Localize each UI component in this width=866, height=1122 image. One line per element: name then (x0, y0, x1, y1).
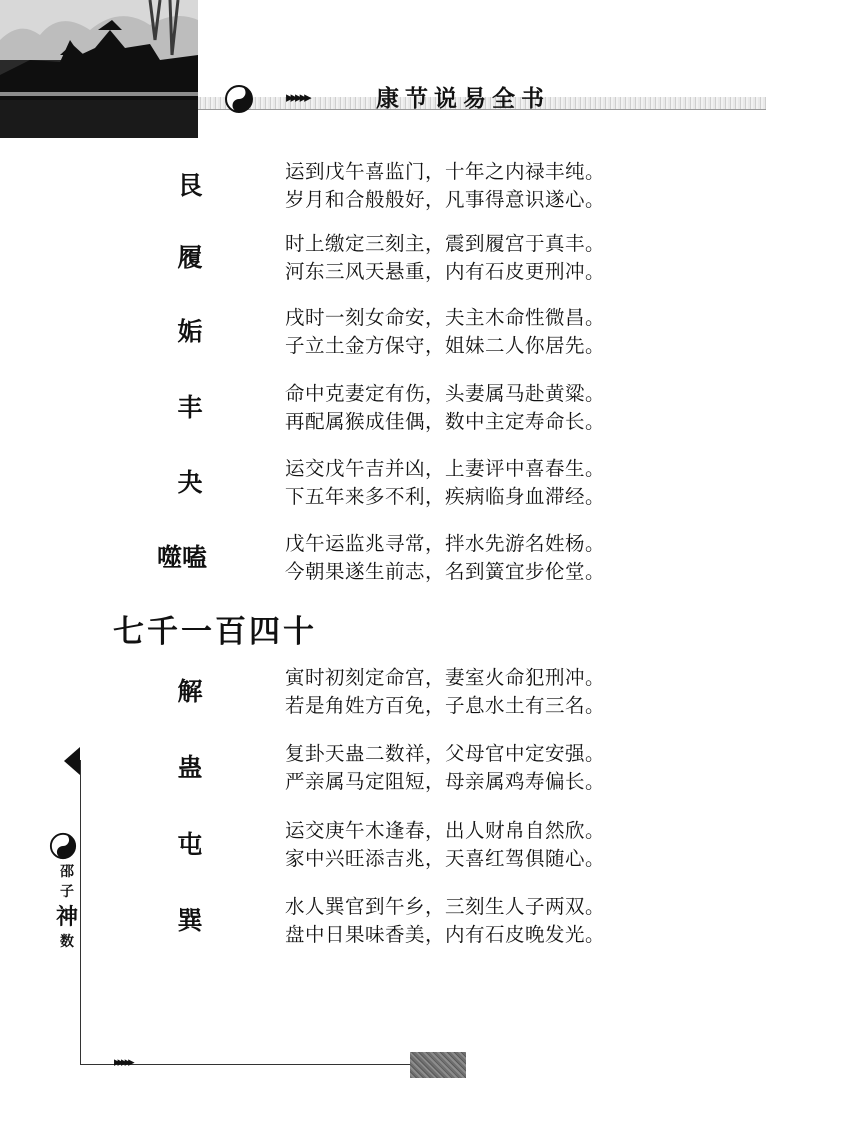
verse-line: 若是角姓方百免，子息水土有三名。 (285, 694, 606, 717)
verse-line: 复卦天蛊二数祥，父母官中定安强。 (285, 742, 606, 765)
entry (140, 889, 700, 953)
hexagram-name: 姤 (177, 317, 203, 346)
footer-arrows: ▸▸▸▸▸ (114, 1055, 132, 1070)
verse-line: 家中兴旺添吉兆，天喜红驾俱随心。 (285, 847, 606, 870)
hexagram-name: 艮 (177, 171, 203, 200)
verse (285, 817, 605, 873)
verse-line: 盘中日果味香美，内有石皮晚发光。 (285, 923, 606, 946)
hexagram-name: 蛊 (177, 753, 203, 782)
verse-line: 时上缴定三刻主，震到履宫于真丰。 (285, 232, 606, 255)
side-title-char: 子 (60, 884, 74, 900)
triangle-marker-icon (64, 747, 80, 775)
side-title-char: 数 (60, 934, 74, 950)
hexagram-name: 解 (177, 677, 203, 706)
book-title: 康节说易全书 (376, 85, 550, 112)
footer-rule (80, 1064, 460, 1065)
verse (285, 664, 605, 720)
verse (285, 530, 605, 586)
verse-line: 命中克妻定有伤，头妻属马赴黄粱。 (285, 382, 606, 405)
verse (285, 230, 605, 286)
hexagram-name: 噬嗑 (156, 543, 207, 572)
verse (285, 304, 605, 360)
header-photo (0, 0, 198, 138)
verse-line: 水人巽官到午乡，三刻生人子两双。 (285, 895, 606, 918)
entry (140, 660, 700, 724)
entry (140, 300, 700, 364)
verse-line: 运交戊午吉并凶，上妻评中喜春生。 (285, 457, 606, 480)
entry (140, 154, 700, 218)
entry (140, 376, 700, 440)
verse-line: 运到戊午喜监门，十年之内禄丰纯。 (285, 160, 606, 183)
verse-line: 下五年来多不利，疾病临身血滞经。 (285, 485, 606, 508)
entry (140, 813, 700, 877)
verse (285, 380, 605, 436)
margin-rule (80, 760, 81, 1065)
header-arrows: ▸▸▸▸▸ (286, 88, 309, 106)
side-book-title (56, 862, 78, 952)
verse-line: 今朝果遂生前志，名到簧宜步伦堂。 (285, 560, 606, 583)
verse (285, 740, 605, 796)
verse-line: 再配属猴成佳偶，数中主定寿命长。 (285, 410, 606, 433)
verse (285, 455, 605, 511)
hexagram-name: 履 (177, 243, 203, 272)
yin-yang-icon (49, 832, 77, 860)
hexagram-name: 夬 (177, 468, 203, 497)
hexagram-name: 丰 (177, 393, 203, 422)
verse-line: 子立土金方保守，姐妹二人你居先。 (285, 334, 606, 357)
side-title-char: 神 (56, 904, 79, 930)
pagoda-silhouette (0, 0, 198, 138)
section-heading: 七千一百四十 (113, 614, 317, 650)
verse-line: 戊午运监兆寻常，拌水先游名姓杨。 (285, 532, 606, 555)
page-number-box (410, 1052, 466, 1078)
entry (140, 226, 700, 290)
entry (140, 451, 700, 515)
hexagram-name: 屯 (177, 830, 203, 859)
verse (285, 893, 605, 949)
verse-line: 寅时初刻定命宫，妻室火命犯刑冲。 (285, 666, 606, 689)
side-title-char: 邵 (60, 864, 74, 880)
verse-line: 岁月和合般般好，凡事得意识遂心。 (285, 188, 606, 211)
verse-line: 河东三风天悬重，内有石皮更刑冲。 (285, 260, 606, 283)
entry (140, 736, 700, 800)
verse-line: 戌时一刻女命安，夫主木命性微昌。 (285, 306, 606, 329)
verse-line: 运交庚午木逢春，出人财帛自然欣。 (285, 819, 606, 842)
entry (140, 526, 700, 590)
verse (285, 158, 605, 214)
verse-line: 严亲属马定阻短，母亲属鸡寿偏长。 (285, 770, 606, 793)
yin-yang-icon (224, 84, 254, 114)
hexagram-name: 巽 (177, 906, 203, 935)
